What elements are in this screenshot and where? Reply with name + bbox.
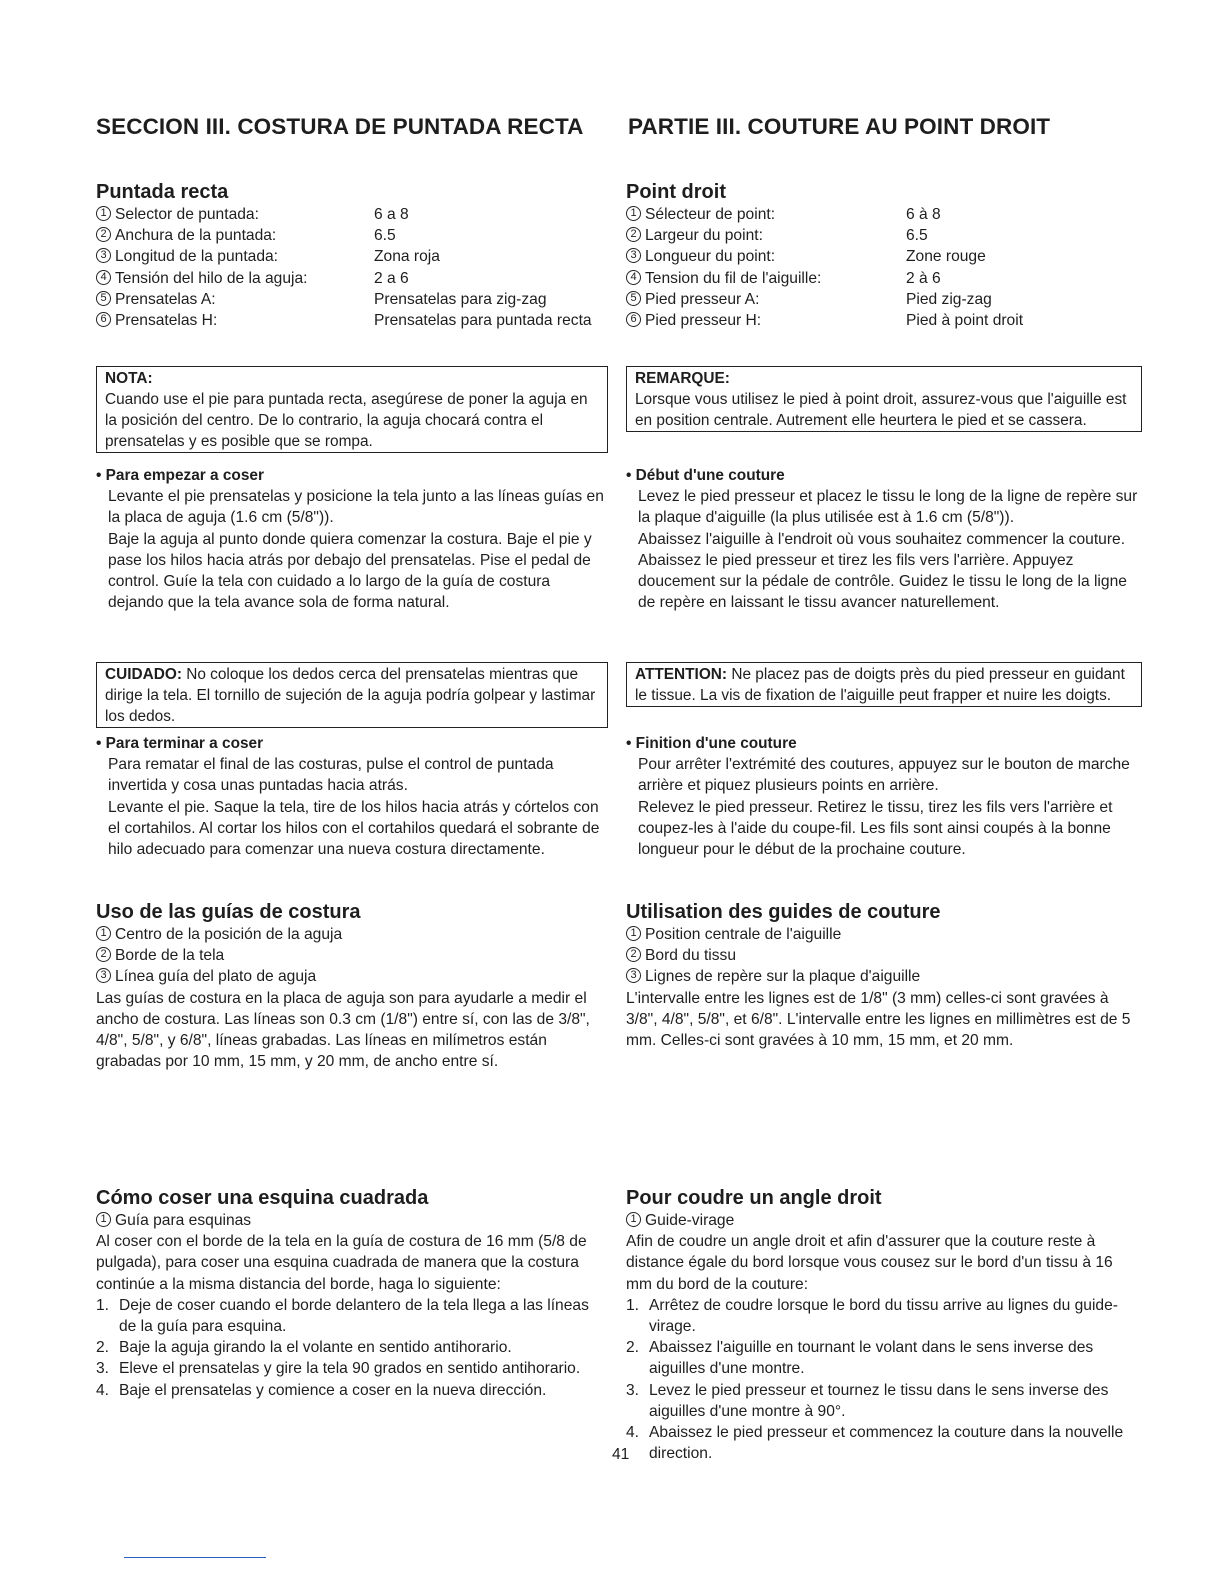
step-number: 1. [626,1296,640,1314]
note-text: Lorsque vous utilisez le pied à point droit, assurez-vous que l'aiguille est en position centrale. Autrement elle heurtera le pied et se cassera. [635,391,1127,429]
spec-label: Anchura de la puntada: [115,227,277,245]
section-header-es: SECCION III. COSTURA DE PUNTADA RECTA [96,114,584,139]
guide-item-text: Línea guía del plato de aguja [115,968,317,986]
guide-item [626,945,1142,966]
list-item [96,1380,608,1401]
fr-caution-box [626,662,1142,707]
guide-item [626,966,1142,987]
caution-label: ATTENTION: [635,666,728,683]
number-circle-icon: 1 [96,206,111,221]
es-start-sewing [96,465,608,613]
paragraph: Las guías de costura en la placa de aguja son para ayudarle a medir el ancho de costura. Las líneas son 0.3 cm (1/8") entre sí, con las de 3/8", 4/8", 5/8", y 6/8", líneas grabadas. Las líneas en milímetros están grabadas por 10 mm, 15 mm, y 20 mm, de ancho entre sí. [96,989,590,1071]
spec-value: 2 à 6 [906,269,941,287]
spec-value: Pied zig-zag [906,290,992,308]
number-circle-icon: 6 [96,312,111,327]
caution-text: No coloque los dedos cerca del prensatelas mientras que dirige la tela. El tornillo de sujeción de la aguja podría golpear y lastimar los dedos. [105,666,596,725]
spec-value: 6.5 [906,227,928,245]
step-text: Levez le pied presseur et tournez le tissu dans le sens inverse des aiguilles d'une montre à 90°. [649,1381,1109,1420]
paragraph: Al coser con el borde de la tela en la guía de costura de 16 mm (5/8 de pulgada), para coser una esquina cuadrada de manera que la costura continúe a la misma distancia del borde, haga lo siguiente: [96,1233,587,1293]
spec-label: Sélecteur de point: [645,206,776,223]
step-number: 2. [626,1339,640,1357]
corner-item-text: Guía para esquinas [115,1212,252,1229]
bullet-heading: • Para terminar a coser [96,735,264,752]
paragraph: Para rematar el final de las costuras, pulse el control de puntada invertida y cosa unas puntadas hacia atrás. [108,756,554,795]
spec-value: Zone rouge [906,248,986,266]
paragraph: Baje la aguja al punto donde quiera comenzar la costura. Baje el pie y pase los hilos hacia atrás por debajo del prensatelas. Pise el pedal de control. Guíe la tela con cuidado a lo largo de la guía de costura dejando que la tela avance sola de forma natural. [108,530,592,612]
guide-item-text: Borde de la tela [115,947,225,965]
spec-label: Selector de puntada: [115,206,259,223]
step-number: 3. [626,1381,640,1399]
list-item [96,1337,608,1358]
page-number: 41 [612,1446,630,1463]
list-item [626,1337,1142,1379]
es-corner-section [96,1186,608,1401]
number-circle-icon: 4 [626,270,641,285]
number-circle-icon: 5 [626,291,641,306]
fr-guides-section [626,900,1142,1051]
spec-row [96,246,608,267]
paragraph: Afin de coudre un angle droit et afin d'assurer que la couture reste à distance égale du bord lorsque vous cousez sur le bord d'un tissu à 16 mm du bord de la couture: [626,1233,1113,1293]
fr-spec-list [626,204,1142,331]
es-straight-stitch-title: Puntada recta [96,181,229,203]
footer-divider [124,1557,266,1558]
es-finish-sewing [96,733,608,860]
spec-value: Zona roja [374,248,440,266]
note-text: Cuando use el pie para puntada recta, asegúrese de poner la aguja en la posición del centro. De lo contrario, la aguja chocará contra el prensatelas y es posible que se rompa. [105,391,588,450]
spec-label: Longueur du point: [645,248,776,266]
number-circle-icon: 2 [96,947,111,962]
fr-finish-sewing [626,733,1142,860]
spec-value: 6 a 8 [374,206,409,223]
spec-label: Tensión del hilo de la aguja: [115,269,308,287]
step-text: Arrêtez de coudre lorsque le bord du tissu arrive au lignes du guide-virage. [649,1296,1118,1336]
fr-start-sewing [626,465,1142,613]
step-text: Deje de coser cuando el borde delantero de la tela llega a las líneas de la guía para esquina. [119,1296,589,1336]
list-item [96,1295,608,1337]
fr-corner-section [626,1186,1142,1464]
spec-value: Prensatelas para zig-zag [374,290,547,308]
list-item [96,1358,608,1379]
spec-value: 6 à 8 [906,206,941,223]
spec-value: Prensatelas para puntada recta [374,312,592,330]
number-circle-icon: 2 [626,947,641,962]
number-circle-icon: 1 [626,926,641,941]
spec-row [626,289,1142,310]
es-caution-box [96,662,608,728]
fr-straight-stitch [626,180,1142,331]
spec-row [96,225,608,246]
number-circle-icon: 1 [626,1212,641,1227]
number-circle-icon: 3 [626,968,641,983]
bullet-heading: • Finition d'une couture [626,735,797,752]
guide-item-text: Lignes de repère sur la plaque d'aiguille [645,968,921,986]
guide-item-text: Bord du tissu [645,947,737,965]
caution-label: CUIDADO: [105,666,182,683]
spec-value: 2 a 6 [374,269,409,287]
es-guides-section [96,900,608,1072]
spec-value: Pied à point droit [906,312,1024,330]
list-item [626,1380,1142,1422]
es-spec-list [96,204,608,331]
spec-value: 6.5 [374,227,396,245]
spec-row [96,310,608,331]
number-circle-icon: 3 [626,248,641,263]
list-item [626,1295,1142,1337]
number-circle-icon: 2 [96,227,111,242]
number-circle-icon: 1 [96,1212,111,1227]
spec-row [96,268,608,289]
paragraph: Levante el pie prensatelas y posicione la tela junto a las líneas guías en la placa de aguja (1.6 cm (5/8")). [108,488,604,527]
spec-label: Tension du fil de l'aiguille: [645,269,822,287]
paragraph: Abaissez l'aiguille à l'endroit où vous souhaitez commencer la couture. Abaissez le pied presseur et tirez les fils vers l'arrière. Appuyez doucement sur la pédale de contrôle. Guidez le tissu le long de la ligne de repère en laissant le tissu avancer naturellement. [638,530,1127,612]
spec-row [626,310,1142,331]
guide-item [96,966,608,987]
spec-label: Longitud de la puntada: [115,248,279,266]
spec-row [626,268,1142,289]
steps-list [96,1295,608,1401]
bullet-heading: • Para empezar a coser [96,467,264,484]
paragraph: L'intervalle entre les lignes est de 1/8" (3 mm) celles-ci sont gravées à 3/8", 4/8", 5/8", et 6/8". L'intervalle entre les lignes en millimètres est de 5 mm. Celles-ci sont gravées à 10 mm, 15 mm, et 20 mm. [626,989,1131,1050]
spec-label: Prensatelas H: [115,312,218,330]
guide-item-text: Position centrale de l'aiguille [645,926,842,943]
spec-row [626,204,1142,225]
guide-item-text: Centro de la posición de la aguja [115,926,343,943]
step-text: Baje el prensatelas y comience a coser en la nueva dirección. [119,1381,547,1399]
spec-label: Prensatelas A: [115,290,216,308]
guide-item [626,924,1142,945]
es-corner-title: Cómo coser una esquina cuadrada [96,1187,429,1209]
step-number: 2. [96,1339,110,1357]
steps-list [626,1295,1142,1465]
spec-row [626,225,1142,246]
step-text: Baje la aguja girando la el volante en sentido antihorario. [119,1339,512,1357]
spec-label: Pied presseur H: [645,312,762,330]
note-title: REMARQUE: [635,370,730,387]
paragraph: Levante el pie. Saque la tela, tire de los hilos hacia atrás y córtelos con el cortahilos. Al cortar los hilos con el cortahilos quedará el sobrante de hilo adecuado para comenzar una nueva costura directamente. [108,798,600,859]
paragraph: Pour arrêter l'extrémité des coutures, appuyez sur le bouton de marche arrière et piquez plusieurs points en arrière. [638,756,1130,795]
bullet-heading: • Début d'une couture [626,467,785,484]
spec-label: Largeur du point: [645,227,763,245]
number-circle-icon: 1 [626,206,641,221]
step-text: Abaissez le pied presseur et commencez la couture dans la nouvelle direction. [649,1424,1124,1463]
number-circle-icon: 5 [96,291,111,306]
corner-item [626,1210,1142,1231]
note-title: NOTA: [105,370,153,387]
step-number: 1. [96,1296,110,1314]
fr-note-box [626,366,1142,432]
corner-item-text: Guide-virage [645,1212,735,1229]
spec-row [96,289,608,310]
section-header-fr: PARTIE III. COUTURE AU POINT DROIT [628,114,1051,139]
guide-item [96,924,608,945]
fr-straight-stitch-title: Point droit [626,181,726,203]
step-number: 3. [96,1360,110,1378]
number-circle-icon: 4 [96,270,111,285]
number-circle-icon: 1 [96,926,111,941]
number-circle-icon: 3 [96,968,111,983]
number-circle-icon: 6 [626,312,641,327]
spec-row [626,246,1142,267]
paragraph: Relevez le pied presseur. Retirez le tissu, tirez les fils vers l'arrière et coupez-les à l'aide du coupe-fil. Les fils sont ainsi coupés à la bonne longueur pour le début de la prochaine couture. [638,798,1113,859]
guide-item [96,945,608,966]
spec-label: Pied presseur A: [645,290,760,308]
step-number: 4. [626,1424,640,1442]
fr-corner-title: Pour coudre un angle droit [626,1187,882,1209]
step-text: Eleve el prensatelas y gire la tela 90 grados en sentido antihorario. [119,1360,581,1378]
list-item [626,1422,1142,1464]
step-text: Abaissez l'aiguille en tournant le volant dans le sens inverse des aiguilles d'une montre. [649,1339,1094,1378]
caution-text: Ne placez pas de doigts près du pied presseur en guidant le tissue. La vis de fixation de l'aiguille peut frapper et nuire les doigts. [635,666,1125,704]
paragraph: Levez le pied presseur et placez le tissu le long de la ligne de repère sur la plaque d'aiguille (la plus utilisée est à 1.6 cm (5/8")). [638,488,1138,527]
spec-row [96,204,608,225]
es-straight-stitch [96,180,608,331]
es-guides-title: Uso de las guías de costura [96,901,361,923]
es-note-box [96,366,608,453]
step-number: 4. [96,1381,110,1399]
corner-item [96,1210,608,1231]
number-circle-icon: 2 [626,227,641,242]
number-circle-icon: 3 [96,248,111,263]
fr-guides-title: Utilisation des guides de couture [626,901,941,923]
